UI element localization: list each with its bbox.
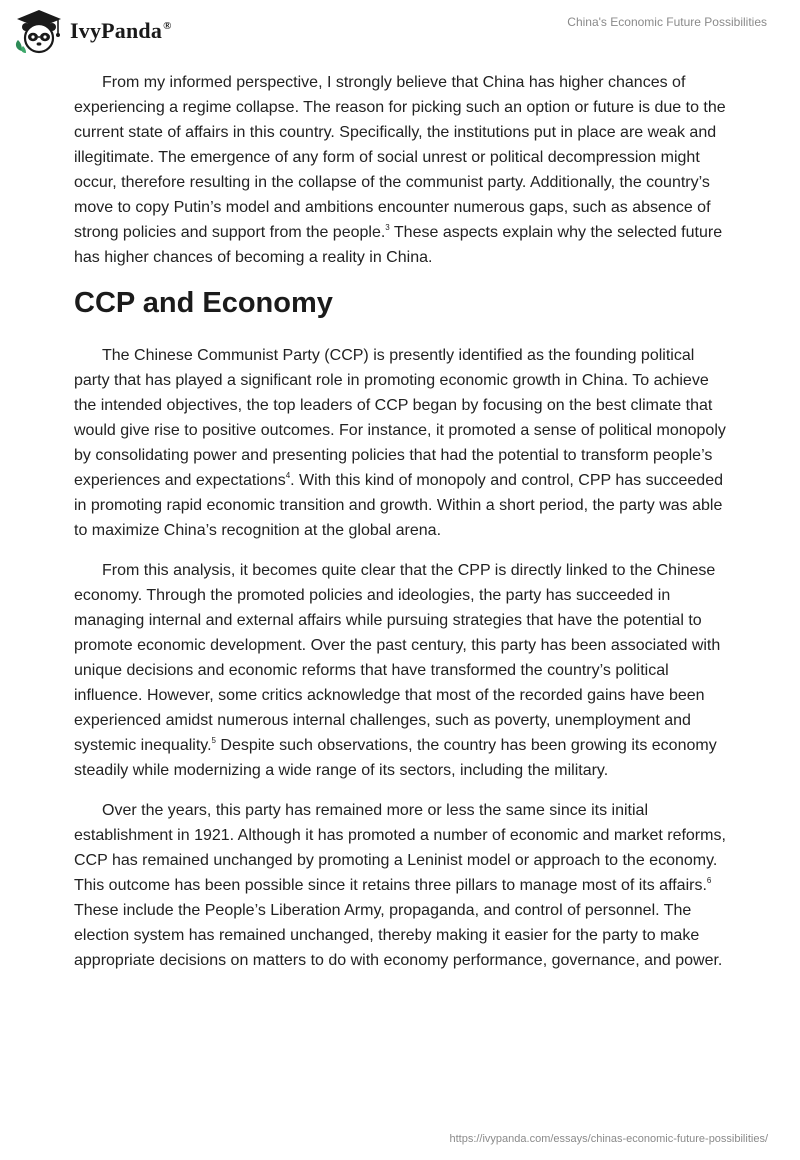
paragraph-text: The Chinese Communist Party (CCP) is presently identified as the founding political party that has played a significant role in promoting economic growth in China. To achieve the intended objectives, the top leaders of CCP began by focusing on the best climate that would give rise to positive outcomes. For instance, it promoted a sense of political monopoly by consolidating power and presenting policies that had the potential to transform people’s experiences and expectations: [74, 347, 726, 489]
footnote-ref-4[interactable]: 4: [285, 471, 291, 480]
section-heading: CCP and Economy: [74, 287, 333, 319]
paragraph-text: Over the years, this party has remained more or less the same since its initial establishment in 1921. Although it has promoted a number of economic and market reforms, CCP has remained unchanged by promoting a Leninist model or approach to the economy. This outcome has been possible since it retains three pillars to manage most of its affairs.: [74, 802, 726, 894]
paragraph-regime-collapse: [74, 70, 728, 270]
paragraph-ccp-analysis: [74, 558, 728, 783]
brand-name: [70, 18, 172, 44]
panda-graduation-cap-icon: [14, 8, 64, 54]
essay-content: [74, 70, 728, 988]
paragraph-text-cont: . With this kind of monopoly and control, CPP has succeeded in promoting rapid economic transition and growth. Within a short period, the party was able to maximize China’s recognition at the global arena.: [74, 472, 723, 539]
document-title: China's Economic Future Possibilities: [567, 15, 767, 29]
ivypanda-logo[interactable]: [14, 8, 172, 54]
paragraph-text-cont: Despite such observations, the country has been growing its economy steadily while modernizing a wide range of its sectors, including the military.: [74, 737, 717, 779]
paragraph-text: From this analysis, it becomes quite clear that the CPP is directly linked to the Chinese economy. Through the promoted policies and ideologies, the party has succeeded in managing internal and external affairs while pursuing strategies that have the potential to promote economic development. Over the past century, this party has been associated with unique decisions and economic reforms that have transformed the country’s political influence. However, some critics acknowledge that most of the recorded gains have been experienced amidst numerous internal challenges, such as poverty, unemployment and systemic inequality.: [74, 562, 721, 754]
source-url[interactable]: https://ivypanda.com/essays/chinas-economic-future-possibilities/: [449, 1133, 768, 1145]
paragraph-text-cont: These include the People’s Liberation Army, propaganda, and control of personnel. The election system has remained unchanged, thereby making it easier for the party to make appropriate decisions on matters to do with economy performance, governance, and power.: [74, 902, 723, 969]
paragraph-ccp-pillars: [74, 798, 728, 973]
footnote-ref-6[interactable]: 6: [706, 876, 712, 885]
registered-mark: ®: [163, 20, 172, 32]
paragraph-ccp-intro: [74, 343, 728, 543]
brand-text: IvyPanda: [70, 18, 163, 43]
page-header: [0, 0, 800, 60]
footnote-ref-5[interactable]: 5: [211, 736, 216, 745]
footnote-ref-3[interactable]: 3: [385, 223, 390, 232]
paragraph-text: From my informed perspective, I strongly believe that China has higher chances of experiencing a regime collapse. The reason for picking such an option or future is due to the current state of affairs in this country. Specifically, the institutions put in place are weak and illegitimate. The emergence of any form of social unrest or political decompression might occur, therefore resulting in the collapse of the communist party. Additionally, the country’s move to copy Putin’s model and ambitions encounter numerous gaps, such as absence of strong policies and support from the people.: [74, 74, 726, 241]
paragraph-text-cont: These aspects explain why the selected future has higher chances of becoming a reality in China.: [74, 224, 723, 266]
